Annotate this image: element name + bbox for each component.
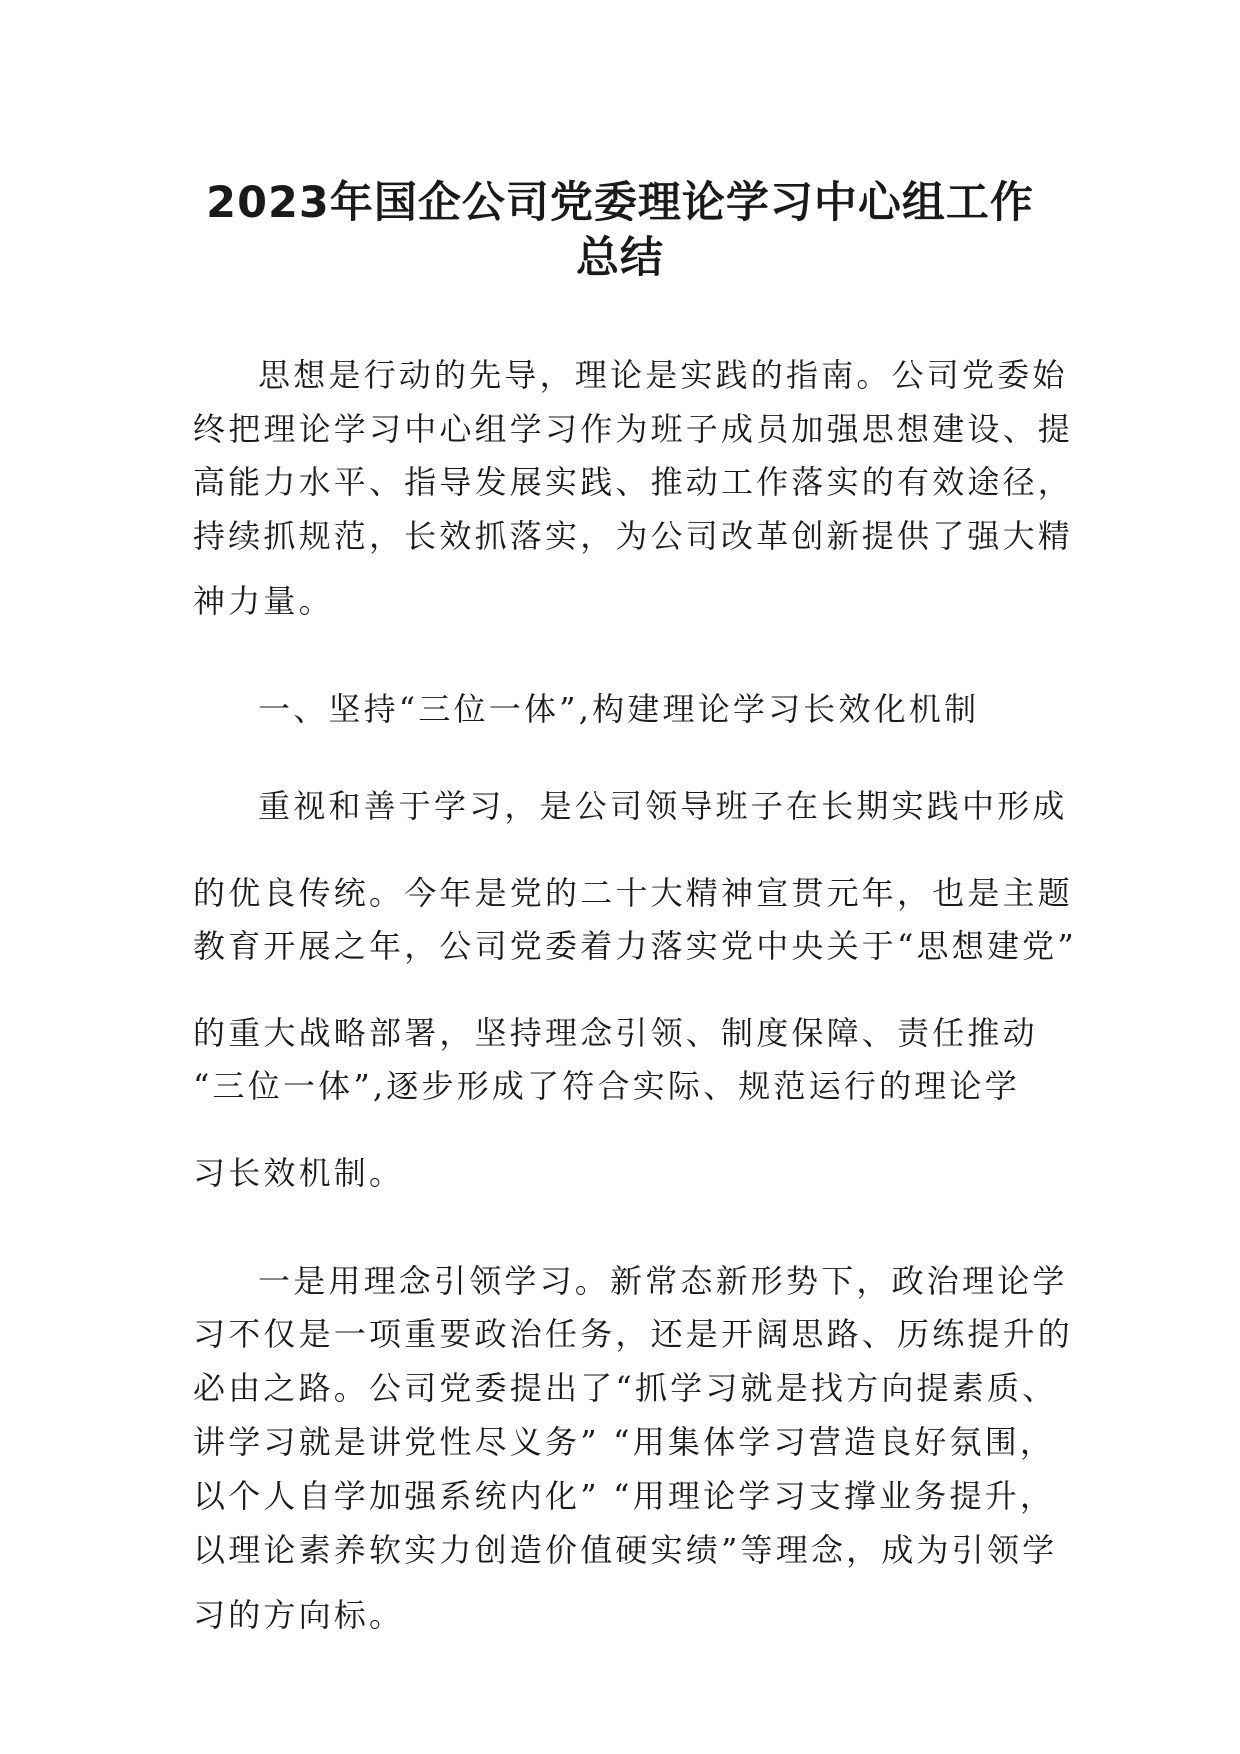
text-line: 高能力水平、指导发展实践、推动工作落实的有效途径，	[193, 463, 1074, 501]
text-line: 持续抓规范，长效抓落实，为公司改革创新提供了强大精	[193, 517, 1074, 555]
section-heading: 一、坚持“三位一体”,构建理论学习长效化机制	[258, 690, 980, 728]
text-line: 教育开展之年，公司党委着力落实党中央关于“思想建党”	[193, 927, 1077, 965]
text-line: 讲学习就是讲党性尽义务” “用集体学习营造良好氛围，	[193, 1423, 1056, 1461]
text-line: 一是用理念引领学习。新常态新形势下，政治理论学	[258, 1262, 1068, 1300]
document-title-line-2: 总结	[576, 233, 664, 283]
text-line: “三位一体”,逐步形成了符合实际、规范运行的理论学	[193, 1067, 1020, 1105]
text-line: 习的方向标。	[193, 1596, 405, 1634]
text-line: 以理论素养软实力创造价值硬实绩”等理念，成为引领学	[193, 1531, 1058, 1569]
text-line: 终把理论学习中心组学习作为班子成员加强思想建设、提	[193, 410, 1074, 448]
text-line: 习长效机制。	[193, 1154, 405, 1192]
text-line: 神力量。	[193, 582, 334, 620]
document-title-line-1: 2023年国企公司党委理论学习中心组工作	[206, 178, 1034, 228]
text-line: 的重大战略部署，坚持理念引领、制度保障、责任推动	[193, 1014, 1038, 1052]
text-line: 习不仅是一项重要政治任务，还是开阔思路、历练提升的	[193, 1315, 1074, 1353]
text-line: 必由之路。公司党委提出了“抓学习就是找方向提素质、	[193, 1369, 1058, 1407]
text-line: 的优良传统。今年是党的二十大精神宣贯元年，也是主题	[193, 874, 1074, 912]
text-line: 重视和善于学习，是公司领导班子在长期实践中形成	[258, 787, 1068, 825]
text-line: 以个人自学加强系统内化” “用理论学习支撑业务提升，	[193, 1477, 1056, 1515]
text-line: 思想是行动的先导，理论是实践的指南。公司党委始	[258, 356, 1068, 394]
